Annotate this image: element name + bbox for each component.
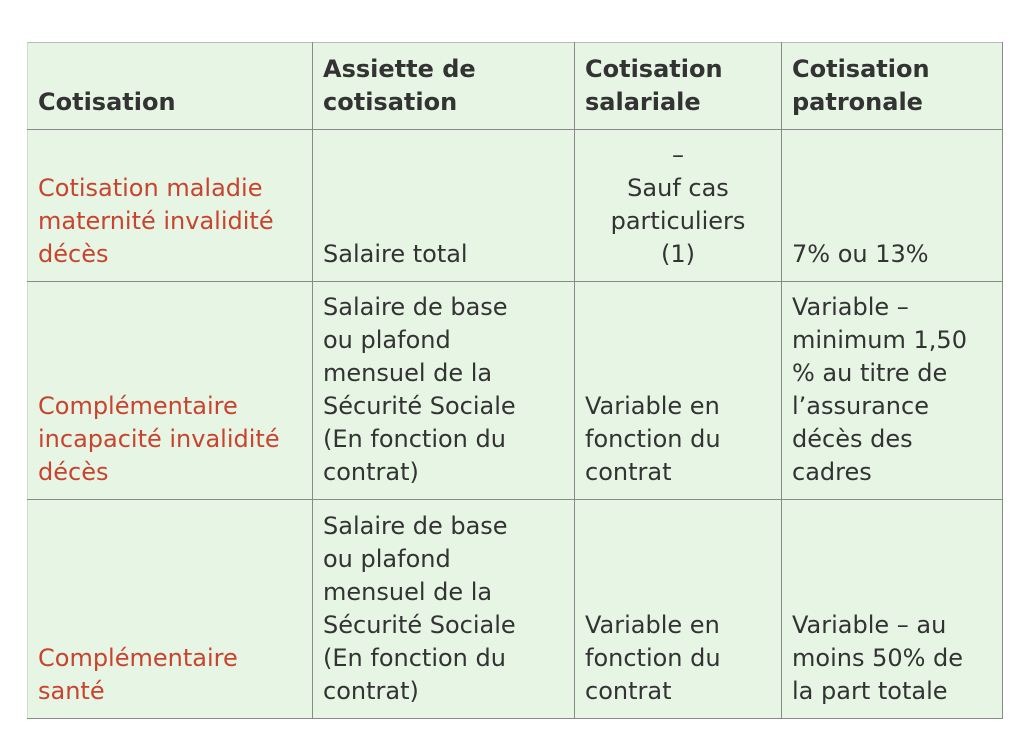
header-assiette: Assiette de cotisation <box>313 43 575 130</box>
cell-salariale: Variable en fonction du contrat <box>575 282 782 500</box>
table-row <box>28 500 1003 719</box>
cell-assiette: Salaire de base ou plafond mensuel de la Sécurité Sociale (En fonction du contrat) <box>313 282 575 500</box>
cell-assiette: Salaire de base ou plafond mensuel de la Sécurité Sociale (En fonction du contrat) <box>313 500 575 719</box>
header-cotisation: Cotisation <box>28 43 313 130</box>
header-salariale: Cotisation salariale <box>575 43 782 130</box>
cell-patronale: 7% ou 13% <box>782 130 1003 282</box>
table-row <box>28 130 1003 282</box>
cell-salariale: – Sauf cas particuliers (1) <box>575 130 782 282</box>
cell-cotisation: Complémentaire incapacité invalidité décès <box>28 282 313 500</box>
cell-patronale: Variable – minimum 1,50 % au titre de l’assurance décès des cadres <box>782 282 1003 500</box>
cell-cotisation: Complémentaire santé <box>28 500 313 719</box>
cell-assiette: Salaire total <box>313 130 575 282</box>
cotisations-table <box>27 42 1003 719</box>
cell-patronale: Variable – au moins 50% de la part totale <box>782 500 1003 719</box>
cell-cotisation: Cotisation maladie maternité invalidité décès <box>28 130 313 282</box>
table-header-row <box>28 43 1003 130</box>
table-row <box>28 282 1003 500</box>
header-patronale: Cotisation patronale <box>782 43 1003 130</box>
cell-salariale: Variable en fonction du contrat <box>575 500 782 719</box>
